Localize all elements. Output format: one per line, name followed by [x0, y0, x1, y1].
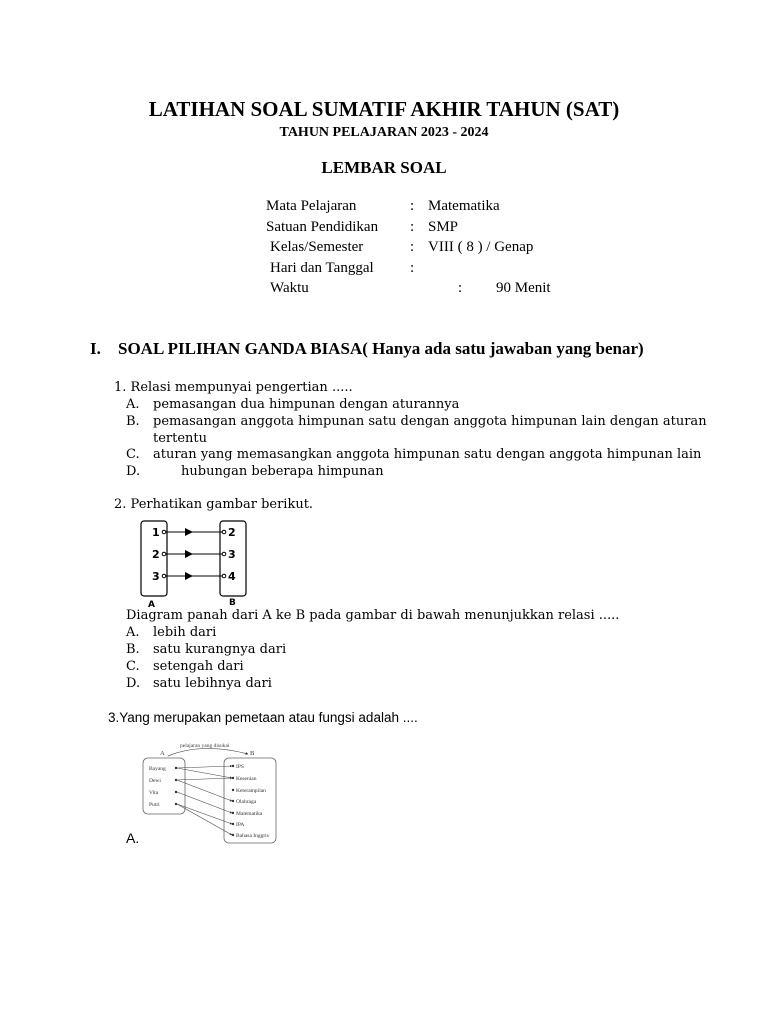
info-separator: : — [410, 198, 415, 214]
sheet-title: LEMBAR SOAL — [321, 158, 447, 177]
set-b-member: Kesenian — [236, 776, 257, 782]
info-label: Kelas/Semester — [270, 239, 364, 255]
option-letter: D. — [126, 464, 141, 479]
option-text: pemasangan dua himpunan dengan aturannya — [153, 397, 460, 412]
set-b-member: IPS — [236, 764, 244, 770]
set-b-member: Matematika — [236, 811, 263, 817]
option-text: satu lebihnya dari — [153, 676, 272, 691]
info-separator: : — [410, 219, 415, 235]
info-label: Satuan Pendidikan — [266, 219, 379, 235]
arrow-diagram — [138, 518, 258, 610]
option-text: lebih dari — [153, 625, 217, 640]
arrow-heads — [185, 528, 193, 580]
info-value: VIII ( 8 ) / Genap — [428, 239, 534, 255]
set-b-member: Bahasa Inggris — [236, 833, 269, 839]
option-text-continued: tertentu — [153, 431, 208, 446]
info-label: Mata Pelajaran — [266, 198, 357, 214]
info-value: 90 Menit — [496, 280, 551, 296]
option-text: setengah dari — [153, 659, 244, 674]
info-label: Waktu — [270, 280, 309, 296]
set-a-member: 2 — [152, 548, 160, 561]
option-text: satu kurangnya dari — [153, 642, 287, 657]
question-text: 2. Perhatikan gambar berikut. — [114, 497, 314, 512]
info-value: SMP — [428, 219, 459, 235]
option-letter: D. — [126, 676, 141, 691]
option-letter: A. — [126, 625, 140, 640]
question-prompt: Diagram panah dari A ke B pada gambar di bawah menunjukkan relasi ..... — [126, 608, 620, 623]
set-b-member: Olahraga — [236, 799, 257, 805]
set-b-member: 2 — [228, 526, 236, 539]
set-a-member: 1 — [152, 526, 160, 539]
option-letter: B. — [126, 642, 140, 657]
relation-label: pelajaran yang disukai — [180, 743, 230, 749]
set-b-member: Keterampilan — [236, 788, 266, 794]
set-a-member: Vita — [149, 790, 159, 796]
set-b-member: 3 — [228, 548, 236, 561]
option-letter: C. — [126, 659, 140, 674]
set-a-label: A — [160, 750, 165, 757]
option-text: pemasangan anggota himpunan satu dengan anggota himpunan lain dengan aturan — [153, 414, 707, 429]
option-letter: C. — [126, 447, 140, 462]
set-a-member: Dewi — [149, 778, 161, 784]
info-separator: : — [410, 260, 415, 276]
page-subtitle: TAHUN PELAJARAN 2023 - 2024 — [279, 125, 489, 140]
question-text: 3.Yang merupakan pemetaan atau fungsi adalah .... — [108, 710, 418, 725]
info-separator: : — [458, 280, 463, 296]
set-b-label: B — [229, 598, 236, 608]
section-title: SOAL PILIHAN GANDA BIASA( Hanya ada satu jawaban yang benar) — [118, 339, 644, 358]
option-letter: B. — [126, 414, 140, 429]
set-a-member: Bayang — [149, 766, 166, 772]
set-a-member: Putri — [149, 802, 160, 808]
set-b-member: IPA — [236, 822, 245, 828]
info-label: Hari dan Tanggal — [270, 260, 374, 276]
option-text: hubungan beberapa himpunan — [181, 464, 384, 479]
set-a-member: 3 — [152, 570, 160, 583]
page-title: LATIHAN SOAL SUMATIF AKHIR TAHUN (SAT) — [148, 97, 620, 121]
option-letter: A. — [126, 830, 140, 846]
set-b-label: B — [250, 750, 255, 757]
info-value: Matematika — [428, 198, 500, 214]
option-letter: A. — [126, 397, 140, 412]
set-b-member: 4 — [228, 570, 236, 583]
set-a-label: A — [148, 600, 155, 610]
option-text: aturan yang memasangkan anggota himpunan satu dengan anggota himpunan lain — [153, 447, 702, 462]
relation-arrows — [162, 530, 226, 578]
question-text: 1. Relasi mempunyai pengertian ..... — [114, 380, 353, 395]
section-number: I. — [90, 339, 101, 358]
info-separator: : — [410, 239, 415, 255]
mapping-diagram — [140, 740, 280, 846]
